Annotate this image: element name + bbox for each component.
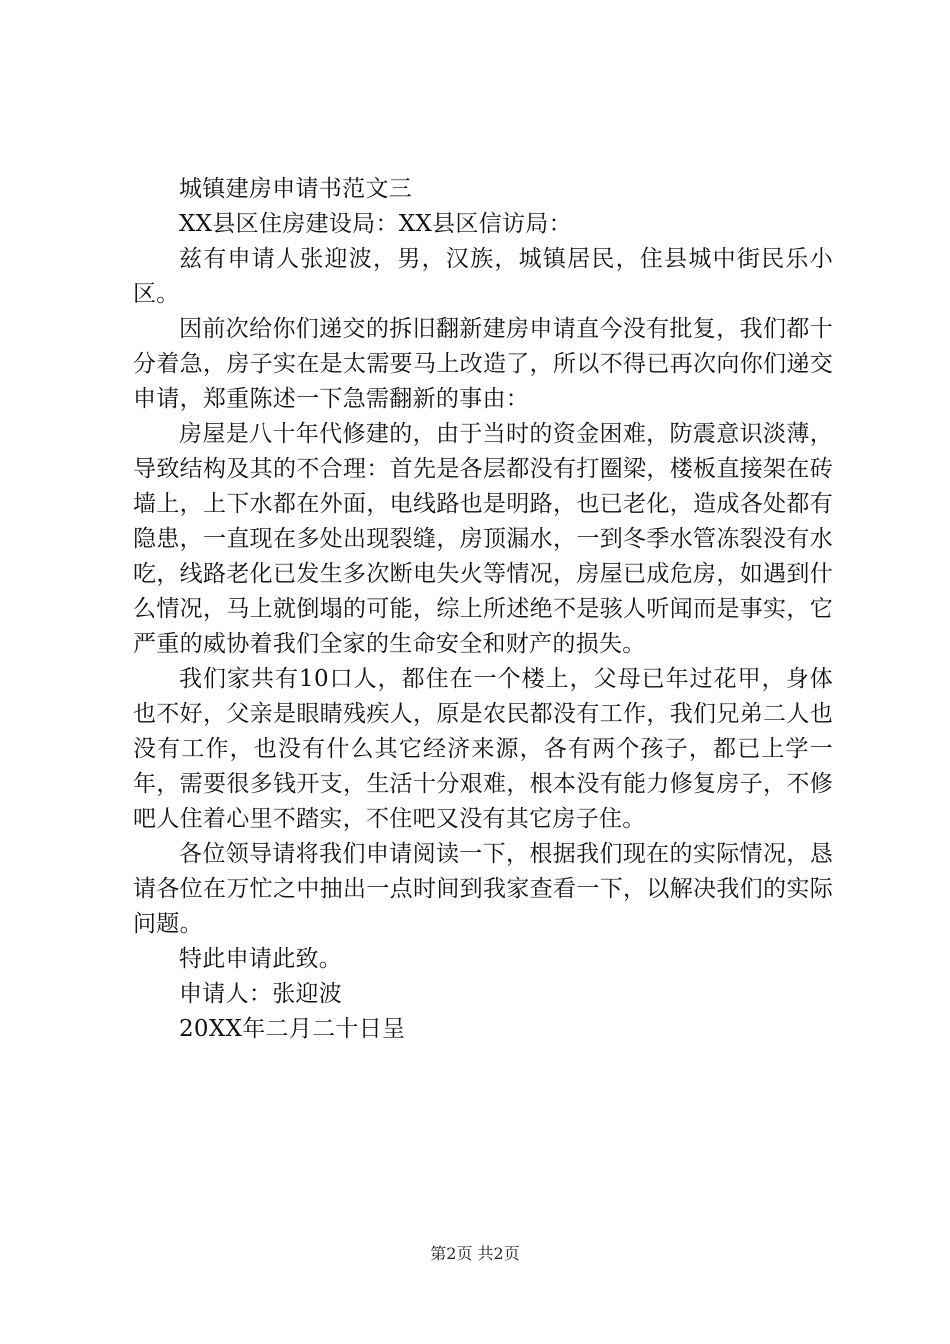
date-line: 20XX年二月二十日呈 <box>179 1016 406 1042</box>
paragraph-house-condition: 房屋是八十年代修建的，由于当时的资金困难，防震意识淡薄，导致结构及其的不合理：首先是各层都没有打圈梁，楼板直接架在砖墙上，上下水都在外面，电线路也是明路，也已老化，造成各处都有隐患，一直现在多处出现裂缝，房顶漏水，一到冬季水管冻裂没有水吃，线路老化已发生多次断电失火等情况，房屋已成危房，如遇到什么情况，马上就倒塌的可能，综上所述绝不是骇人听闻而是事实，它严重的威协着我们全家的生命安全和财产的损失。 <box>133 421 833 657</box>
paragraph-previous-application: 因前次给你们递交的拆旧翻新建房申请直今没有批复，我们都十分着急，房子实在是太需要马上改造了，所以不得已再次向你们递交申请，郑重陈述一下急需翻新的事由： <box>133 316 833 412</box>
page-footer <box>0 1242 950 1266</box>
paragraph-request: 各位领导请将我们申请阅读一下，根据我们现在的实际情况，恳请各位在万忙之中抽出一点时间到我家查看一下，以解决我们的实际问题。 <box>133 841 833 937</box>
document-title: 城镇建房申请书范文三 <box>179 176 412 202</box>
addressee-line: XX县区住房建设局：XX县区信访局： <box>179 211 572 237</box>
document-body <box>133 172 833 1047</box>
paragraph-applicant-info: 兹有申请人张迎波，男，汉族，城镇居民，住县城中街民乐小区。 <box>133 246 833 307</box>
applicant-signature: 申请人：张迎波 <box>179 981 343 1007</box>
closing-line: 特此申请此致。 <box>179 946 343 972</box>
page-number: 第2页 共2页 <box>430 1244 520 1263</box>
paragraph-family-situation: 我们家共有10口人，都住在一个楼上，父母已年过花甲，身体也不好，父亲是眼睛残疾人，原是农民都没有工作，我们兄弟二人也没有工作，也没有什么其它经济来源，各有两个孩子，都已上学一年，需要很多钱开支，生活十分艰难，根本没有能力修复房子，不修吧人住着心里不踏实，不住吧又没有其它房子住。 <box>133 666 833 832</box>
